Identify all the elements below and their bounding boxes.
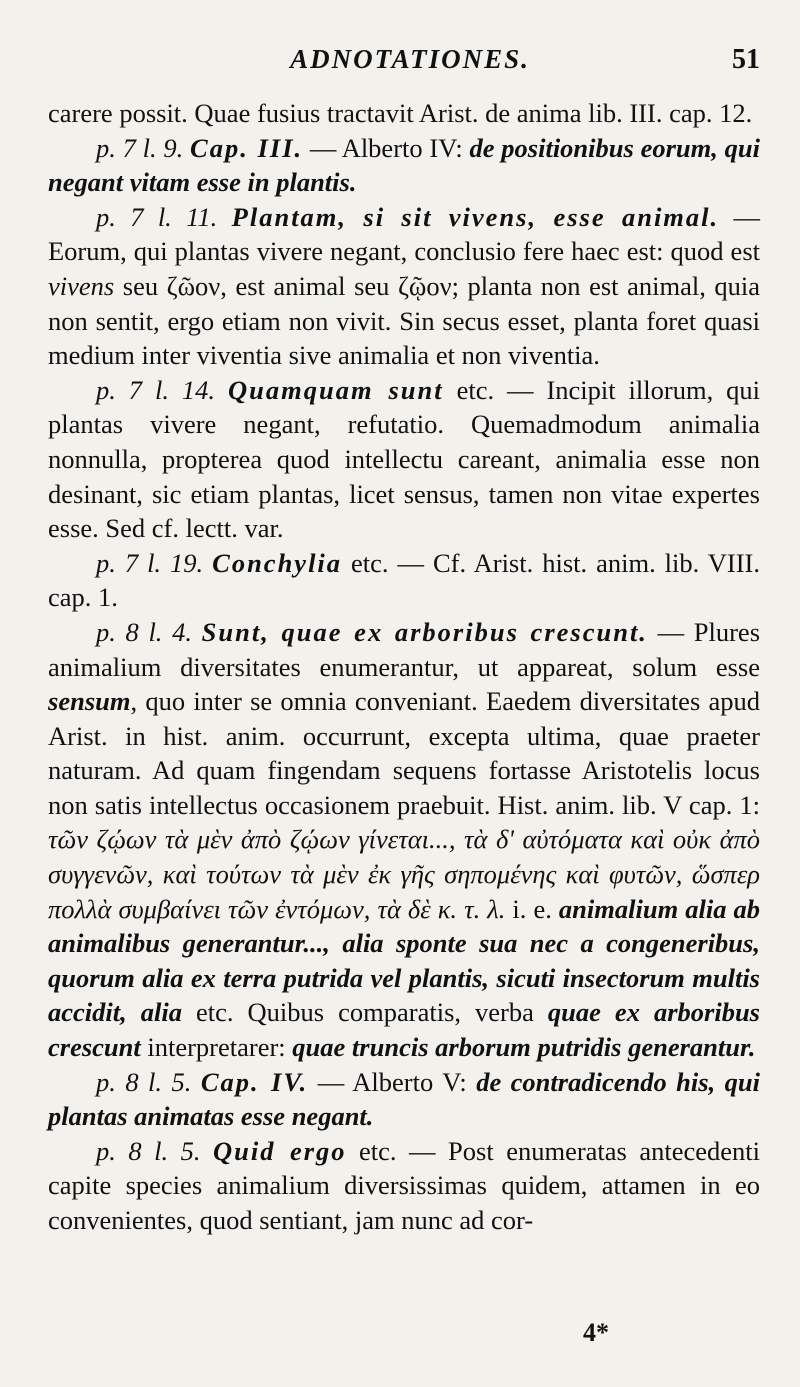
commentary-text (200, 1136, 213, 1166)
commentary-text: carere possit. Quae fusius tractavit Arist. de anima lib. III. cap. 12. (48, 98, 753, 128)
paragraph-5 (48, 546, 760, 615)
annotation-text (48, 96, 760, 1238)
lemma-text: de positionibus eorum, qui negant vitam esse in plantis. (48, 132, 760, 198)
running-head (48, 44, 760, 92)
paragraph-2 (48, 131, 760, 200)
lemma-text: Quid ergo (212, 1135, 347, 1166)
commentary-text: etc. — Post enumeratas antecedenti capite species animalium diversissimas quidem, attamen in eo convenientes, quod sentiant, jam nunc ad cor- (48, 1135, 760, 1235)
commentary-text (183, 133, 190, 163)
commentary-text (203, 548, 212, 578)
lemma-text: Cap. IV. (200, 1066, 309, 1097)
lemma-text: Quamquam sunt (227, 374, 444, 405)
commentary-text (217, 202, 231, 232)
lemma-text: quae ex arboribus crescunt (48, 997, 760, 1063)
line-reference: p. 8 l. 5. (96, 1066, 192, 1097)
lemma-text: sensum (48, 686, 131, 717)
lemma-text: animalium alia ab animalibus generantur..., alia sponte sua nec a congeneribus, quorum alia ex terra putrida vel plantis, sicuti insectorum multis accidit, alia (48, 893, 761, 1028)
commentary-text (191, 1067, 200, 1097)
commentary-text: , quo inter se omnia conveniant. Eaedem diversitates apud Arist. in hist. anim. occurrunt, excepta ultima, quae praeter naturam. Ad quam fingendam sequens fortasse Aristotelis locus non satis intellectus occasionem praebuit. Hist. anim. lib. V cap. 1: (48, 686, 760, 820)
line-reference: p. 8 l. 5. (96, 1135, 201, 1166)
lemma-text: vivens (48, 270, 115, 301)
lemma-text: quae truncis arborum putridis generantur. (292, 1032, 756, 1063)
commentary-text: etc. — Cf. Arist. hist. anim. lib. VIII. cap. 1. (48, 547, 760, 613)
line-reference: p. 7 l. 11. (96, 201, 218, 232)
commentary-text: — Alberto IV: (303, 132, 470, 163)
paragraph-1 (48, 96, 760, 131)
commentary-text (192, 617, 202, 647)
commentary-text (215, 375, 228, 405)
lemma-text: Plantam, si sit vivens, esse animal. (231, 201, 720, 232)
line-reference: p. 7 l. 9. (96, 132, 184, 163)
paragraph-3 (48, 200, 760, 373)
lemma-text: de contradicendo his, qui plantas animatas esse negant. (48, 1066, 761, 1132)
lemma-text: Cap. III. (190, 132, 304, 163)
lemma-text: Sunt, quae ex arboribus crescunt. (201, 616, 648, 647)
lemma-text: τῶν ζῴων τὰ μὲν ἀπὸ ζῴων γίνεται..., τὰ δ' αὐτόματα καὶ οὐκ ἀπὸ συγγενῶν, καὶ τούτων τὰ μὲν ἐκ γῆς σηπομένης καὶ φυτῶν, ὥσπερ πολλὰ συμβαίνει τῶν ἐντόμων, τὰ δὲ κ. τ. λ. (48, 824, 760, 924)
paragraph-6 (48, 615, 760, 1065)
running-title: ADNOTATIONES. (290, 44, 530, 74)
commentary-text: — Plures animalium diversitates enumerantur, ut appareat, solum esse (48, 616, 761, 682)
line-reference: p. 7 l. 19. (96, 547, 204, 578)
line-reference: p. 8 l. 4. (96, 616, 192, 647)
page-number: 51 (732, 44, 760, 75)
commentary-text: seu ζῶον, est animal seu ζῷον; planta non est animal, quia non sentit, ergo etiam non vivit. Sin secus esset, planta foret quasi medium inter viventia sive animalia et non viventia. (48, 270, 760, 371)
commentary-text: — Eorum, qui plantas vivere negant, conclusio fere haec est: quod est (48, 201, 760, 267)
lemma-text: Conchylia (212, 547, 343, 578)
paragraph-7 (48, 1065, 760, 1134)
paragraph-4 (48, 373, 760, 546)
commentary-text: i. e. (505, 893, 559, 924)
commentary-text: interpretarer: (140, 1032, 293, 1063)
commentary-text: etc. Quibus comparatis, verba (181, 997, 548, 1028)
commentary-text: — Alberto V: (308, 1066, 477, 1097)
commentary-text: etc. — Incipit illorum, qui plantas vivere negant, refutatio. Quemadmodum animalia nonnulla, propterea quod intellectu careant, animalia esse non desinant, sic etiam plantas, licet sensus, tamen non vitae expertes esse. Sed cf. lectt. var. (48, 374, 760, 544)
line-reference: p. 7 l. 14. (96, 374, 216, 405)
signature-mark: 4* (583, 1318, 609, 1347)
paragraph-8 (48, 1134, 760, 1238)
